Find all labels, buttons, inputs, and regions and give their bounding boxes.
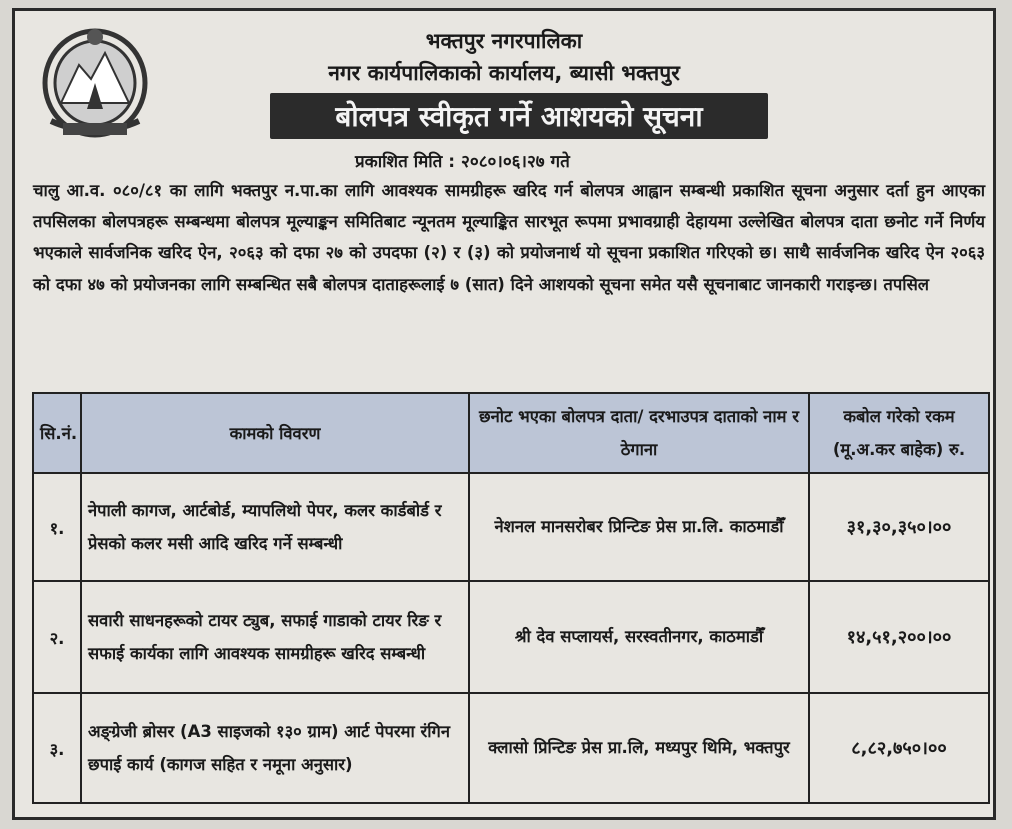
notice-page bbox=[12, 8, 996, 820]
office-name: नगर कार्यपालिकाको कार्यालय, ब्यासी भक्तपुर bbox=[328, 61, 680, 85]
table-row bbox=[33, 581, 989, 693]
table-header bbox=[33, 393, 989, 473]
published-date bbox=[355, 149, 570, 172]
published-date-value: २०८०।०६।२७ गते bbox=[461, 152, 570, 172]
row-vendor: नेशनल मानसरोबर प्रिन्टिङ प्रेस प्रा.लि. काठमाडौँ bbox=[469, 473, 809, 581]
col-header-sn: सि.नं. bbox=[33, 393, 81, 473]
notice-title: बोलपत्र स्वीकृत गर्ने आशयको सूचना bbox=[270, 93, 768, 139]
row-amount: ३१,३०,३५०।०० bbox=[809, 473, 989, 581]
notice-body: चालु आ.व. ०८०/८१ का लागि भक्तपुर न.पा.का लागि आवश्यक सामग्रीहरू खरिद गर्न बोलपत्र आह्वान सम्बन्धी प्रकाशित सूचना अनुसार दर्ता हुन आएका तपसिलका बोलपत्रहरू सम्बन्धमा बोलपत्र मूल्याङ्कन समितिबाट न्यूनतम मूल्याङ्कित सारभूत रूपमा प्रभावग्राही देहायमा उल्लेखित बोलपत्र दाता छनोट गर्ने निर्णय भएकाले सार्वजनिक खरिद ऐन, २०६३ को दफा २७ को उपदफा (२) र (३) को प्रयोजनार्थ यो सूचना प्रकाशित गरिएको छ। साथै सार्वजनिक खरिद ऐन २०६३ को दफा ४७ को प्रयोजनका लागि सम्बन्धित सबै बोलपत्र दाताहरूलाई ७ (सात) दिने आशयको सूचना समेत यसै सूचनाबाट जानकारी गराइन्छ। तपसिल bbox=[33, 181, 985, 294]
row-amount: १४,५१,२००।०० bbox=[809, 581, 989, 693]
col-header-amount: कबोल गरेको रकम (मू.अ.कर बाहेक) रु. bbox=[809, 393, 989, 473]
row-sn: २. bbox=[33, 581, 81, 693]
table-row bbox=[33, 473, 989, 581]
row-description: नेपाली कागज, आर्टबोर्ड, म्यापलिथो पेपर, कलर कार्डबोर्ड र प्रेसको कलर मसी आदि खरिद गर्ने सम्बन्धी bbox=[81, 473, 469, 581]
row-description: अङ्ग्रेजी ब्रोसर (A3 साइजको १३० ग्राम) आर्ट पेपरमा रंगिन छपाई कार्य (कागज सहित र नमूना अनुसार) bbox=[81, 693, 469, 803]
published-label: प्रकाशित मिति : bbox=[355, 152, 456, 172]
row-sn: ३. bbox=[33, 693, 81, 803]
row-vendor: श्री देव सप्लायर्स, सरस्वतीनगर, काठमाडौँ bbox=[469, 581, 809, 693]
selection-table bbox=[32, 392, 990, 804]
table-row bbox=[33, 693, 989, 803]
row-amount: ८,८२,७५०।०० bbox=[809, 693, 989, 803]
row-sn: १. bbox=[33, 473, 81, 581]
col-header-description: कामको विवरण bbox=[81, 393, 469, 473]
row-description: सवारी साधनहरूको टायर ट्युब, सफाई गाडाको टायर रिङ र सफाई कार्यका लागि आवश्यक सामग्रीहरू खरिद सम्बन्धी bbox=[81, 581, 469, 693]
col-header-vendor: छनोट भएका बोलपत्र दाता/ दरभाउपत्र दाताको नाम र ठेगाना bbox=[469, 393, 809, 473]
municipality-name: भक्तपुर नगरपालिका bbox=[425, 29, 583, 53]
row-vendor: क्लासो प्रिन्टिङ प्रेस प्रा.लि, मध्यपुर थिमि, भक्तपुर bbox=[469, 693, 809, 803]
